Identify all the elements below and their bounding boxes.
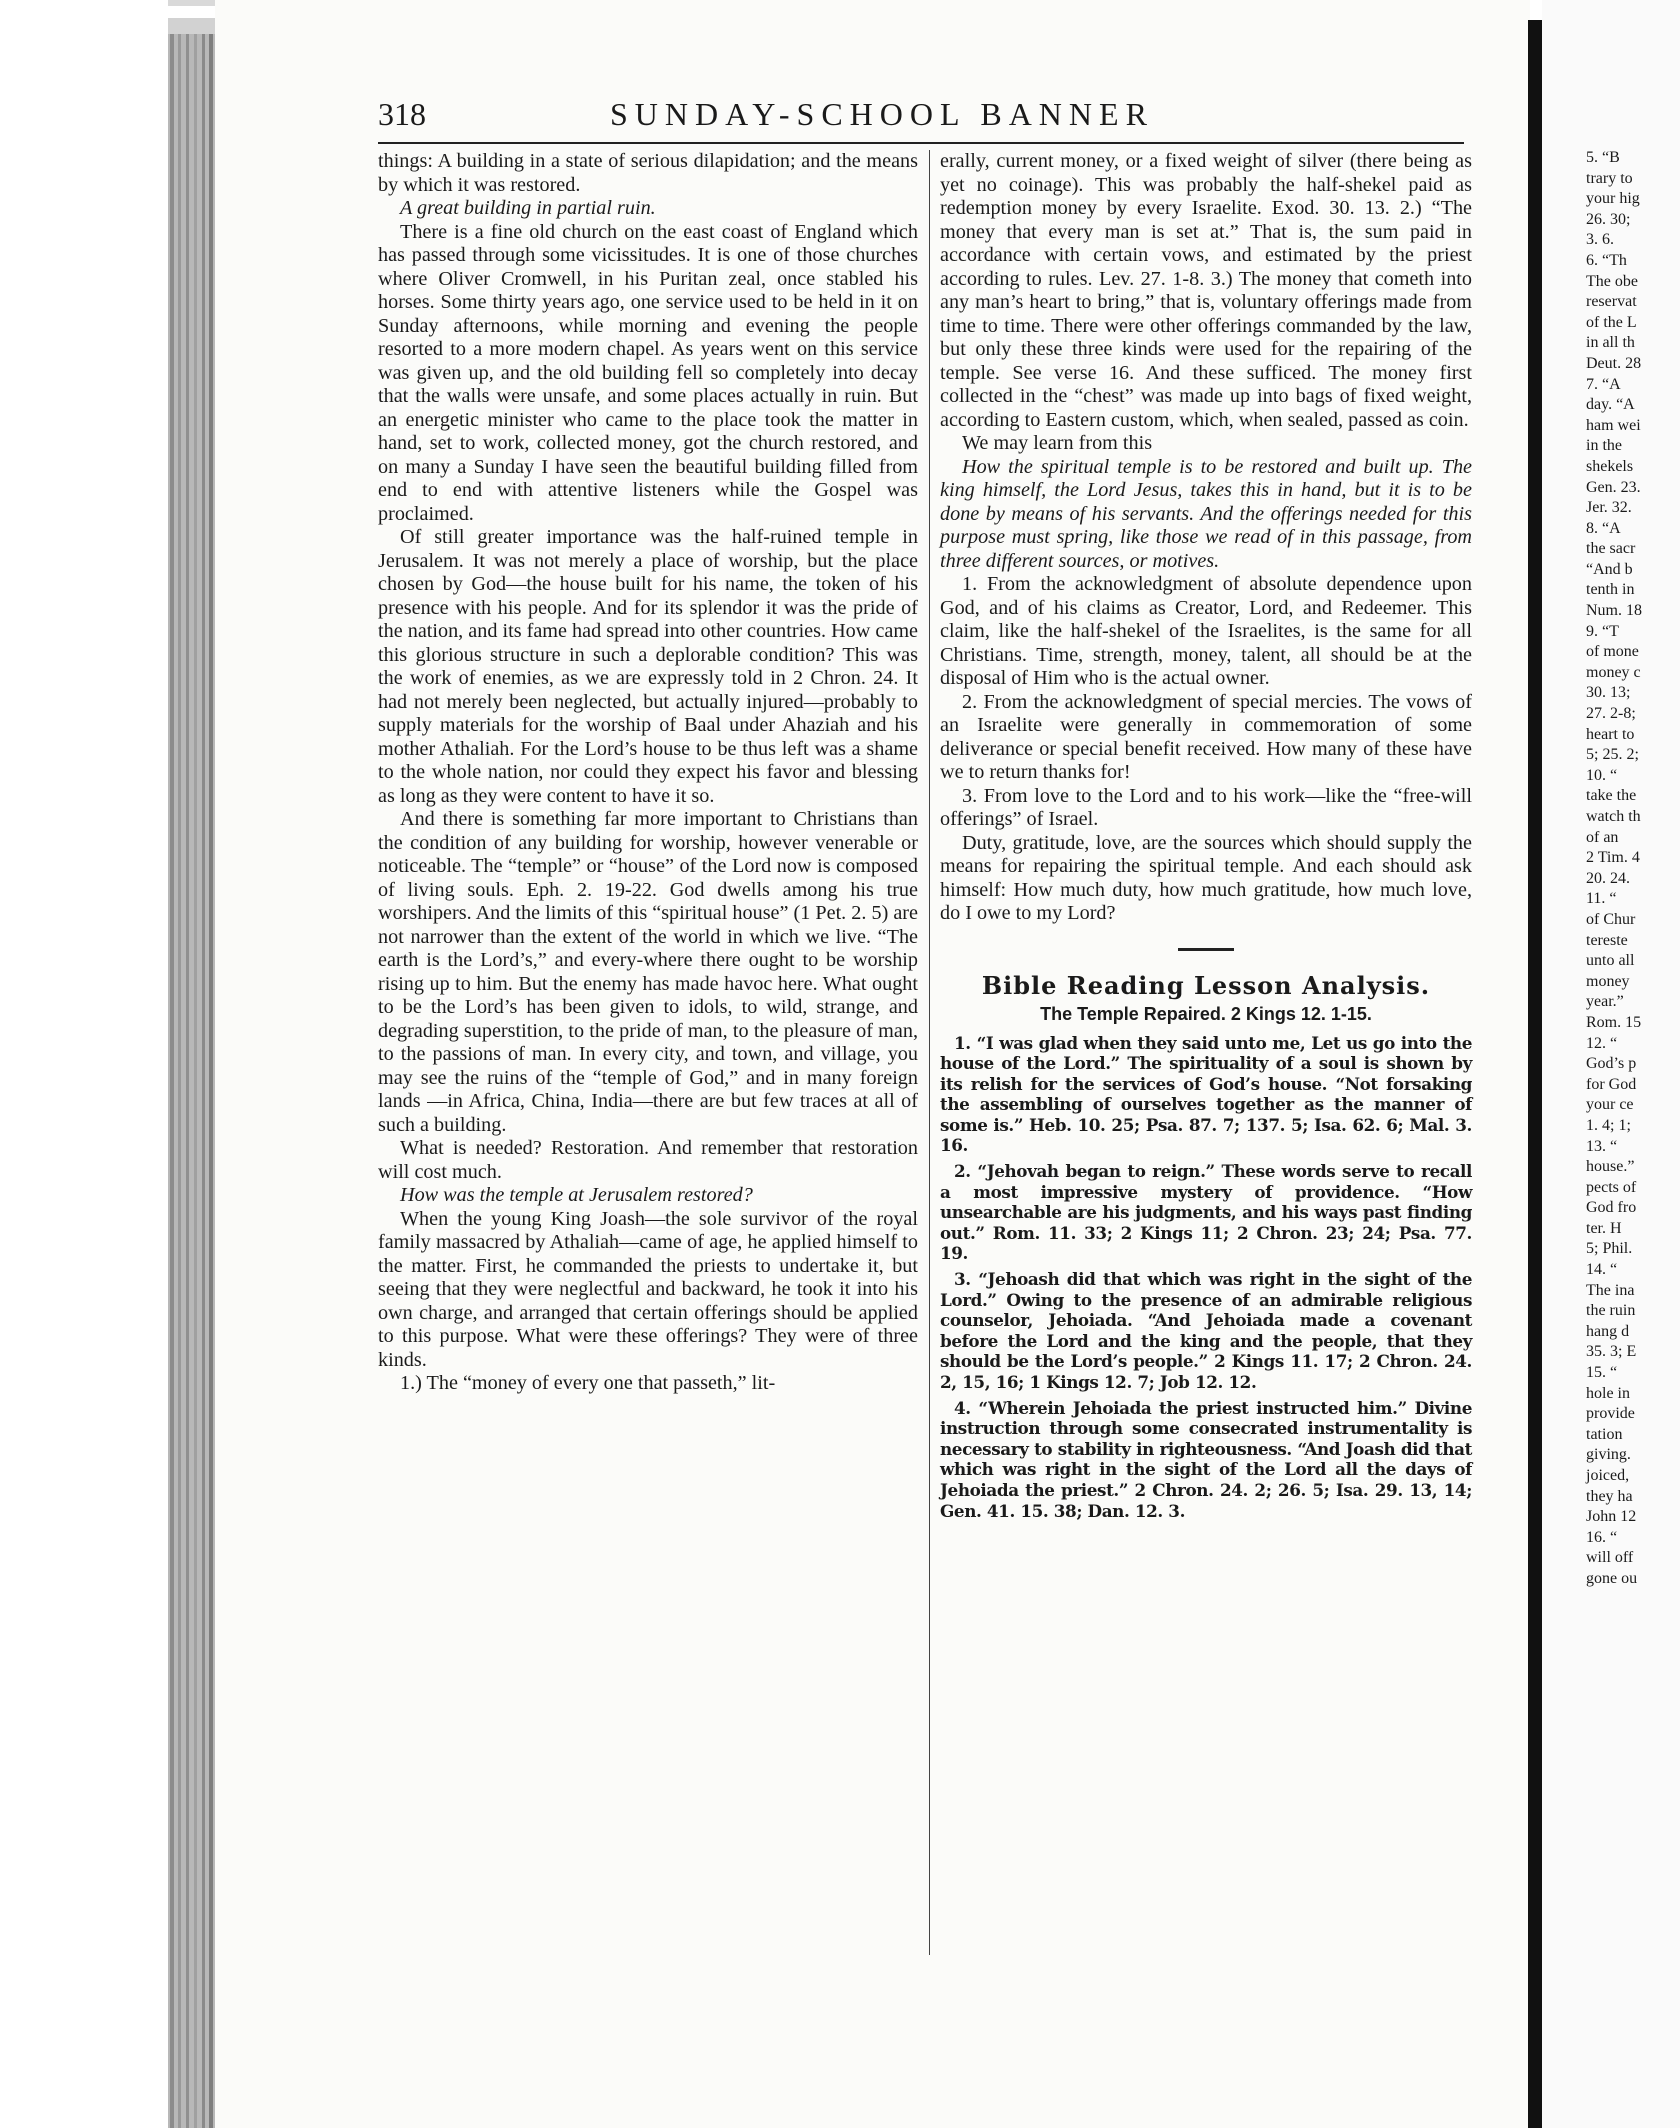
next-page-line: 2 Tim. 4 bbox=[1586, 849, 1640, 867]
next-page-line: your ce bbox=[1586, 1096, 1634, 1114]
next-page-line: reservat bbox=[1586, 293, 1637, 311]
next-page-line: watch th bbox=[1586, 808, 1641, 825]
page-header bbox=[378, 96, 1464, 136]
section-separator bbox=[1178, 948, 1234, 951]
next-page-line: 9. “T bbox=[1586, 622, 1619, 640]
next-page-line: house.” bbox=[1586, 1158, 1635, 1176]
paragraph: There is a fine old church on the east coast of England which has passed through some vicissitudes. It is one of those churches where Oliver Cromwell, in his Puritan zeal, once stabled his horses. Some thirty years ago, one service used to be held in it on Sunday afternoons, while morning and evening the people resorted to a more modern chapel. As years went on this service was given up, and the old building fell so completely into decay that the walls were unsafe, and some places actually in ruin. But an energetic minister who came to the place took the matter in hand, set to work, collected money, got the church restored, and on many a Sunday I have seen the beautiful building filled from end to end with attentive listeners while the Gospel was proclaimed. bbox=[378, 220, 918, 525]
paragraph: 1. From the acknowledgment of absolute dependence upon God, and of his claims as Creator, Lord, and Redeemer. This claim, like the half-shekel of the Israelites, is the same for all Christians. Time, strength, money, talent, all should be at the disposal of Him who is the actual owner. bbox=[940, 573, 1472, 689]
next-page-line: 7. “A bbox=[1586, 375, 1621, 393]
next-page-line: pects of bbox=[1586, 1178, 1637, 1196]
next-page-line: they ha bbox=[1586, 1487, 1633, 1505]
left-column bbox=[378, 150, 918, 1396]
next-page-line: ham wei bbox=[1586, 416, 1641, 434]
paragraph: We may learn from this bbox=[962, 432, 1153, 454]
next-page-line: in all th bbox=[1586, 334, 1635, 352]
next-page-line: 20. 24. bbox=[1586, 869, 1630, 887]
next-page-line: 11. “ bbox=[1586, 890, 1617, 908]
next-page-line: of Chur bbox=[1586, 910, 1636, 928]
next-page-fragment bbox=[1542, 0, 1680, 2128]
next-page-line: the ruin bbox=[1586, 1302, 1636, 1320]
next-page-line: The ina bbox=[1586, 1281, 1635, 1299]
next-page-line: 13. “ bbox=[1586, 1137, 1618, 1155]
next-page-line: 27. 2-8; bbox=[1586, 705, 1636, 723]
next-page-line: will off bbox=[1586, 1549, 1634, 1567]
next-page-line: trary to bbox=[1586, 169, 1633, 187]
next-page-line: 14. “ bbox=[1586, 1261, 1618, 1279]
paragraph: 1.) The “money of every one that passeth,” lit- bbox=[400, 1372, 776, 1394]
next-page-line: shekels bbox=[1586, 457, 1634, 475]
next-page-line: 30. 13; bbox=[1586, 684, 1631, 702]
next-page-line: 1. 4; 1; bbox=[1586, 1116, 1631, 1134]
next-page-line: 5; 25. 2; bbox=[1586, 746, 1639, 764]
next-page-line: hole in bbox=[1586, 1384, 1630, 1402]
next-page-line: the sacr bbox=[1586, 540, 1636, 558]
header-rule bbox=[378, 142, 1464, 144]
next-page-line: 10. “ bbox=[1586, 766, 1618, 784]
next-page-line: provide bbox=[1586, 1405, 1635, 1423]
next-page-line: 5; Phil. bbox=[1586, 1240, 1633, 1258]
paragraph: Duty, gratitude, love, are the sources which should supply the means for repairing the spiritual temple. And each should ask himself: How much duty, how much gratitude, how much love, do I owe to my Lord? bbox=[940, 831, 1472, 924]
next-page-line: money c bbox=[1586, 663, 1641, 681]
next-page-line: Gen. 23. bbox=[1586, 478, 1641, 496]
next-page-line: tereste bbox=[1586, 931, 1628, 949]
next-page-line: 3. 6. bbox=[1586, 231, 1614, 249]
next-page-line: Jer. 32. bbox=[1586, 499, 1632, 517]
column-divider bbox=[929, 150, 930, 1955]
next-page-line: your hig bbox=[1586, 190, 1640, 208]
next-page-line: 35. 3; E bbox=[1586, 1343, 1637, 1361]
next-page-line: Num. 18 bbox=[1586, 602, 1642, 620]
next-page-line: Rom. 15 bbox=[1586, 1013, 1642, 1031]
section-subtitle: The Temple Repaired. 2 Kings 12. 1-15. bbox=[1040, 1003, 1372, 1024]
next-page-line: John 12 bbox=[1586, 1508, 1637, 1526]
paragraph: When the young King Joash—the sole survivor of the royal family massacred by Athaliah—came of age, he applied himself to the matter. First, he commanded the priests to undertake it, but seeing that they were neglectful and backward, he took it into his own charge, and arranged that certain offerings should be applied to this purpose. What were these offerings? They were of three kinds. bbox=[378, 1207, 918, 1371]
next-page-line: 8. “A bbox=[1586, 519, 1621, 537]
next-page-line: 6. “Th bbox=[1586, 251, 1627, 269]
lesson-analysis bbox=[940, 1033, 1472, 1522]
next-page-line: tenth in bbox=[1586, 581, 1635, 599]
next-page-line: in the bbox=[1586, 437, 1622, 455]
next-page-line: heart to bbox=[1586, 725, 1635, 743]
paragraph: 3. From love to the Lord and to his work—like the “free-will offerings” of Israel. bbox=[940, 784, 1472, 830]
paragraph: 2. From the acknowledgment of special mercies. The vows of an Israelite were generally in commemoration of some deliverance or special benefit received. How many of these have we to return thanks for! bbox=[940, 690, 1472, 783]
paragraph: What is needed? Restoration. And remember that restoration will cost much. bbox=[378, 1137, 918, 1183]
analysis-item: 1. “I was glad when they said unto me, Let us go into the house of the Lord.” The spirituality of a soul is shown by its relish for the services of God’s house. “Not forsaking the assembling of ourselves together as the manner of some is.” Heb. 10. 25; Psa. 87. 7; 137. 5; Isa. 62. 6; Mal. 3. 16. bbox=[940, 1032, 1472, 1156]
next-page-lines bbox=[1586, 148, 1642, 1590]
next-page-line: giving. bbox=[1586, 1446, 1631, 1464]
next-page-line: hang d bbox=[1586, 1322, 1630, 1340]
next-page-line: of an bbox=[1586, 828, 1619, 846]
next-page-line: of mone bbox=[1586, 643, 1639, 661]
next-page-line: take the bbox=[1586, 787, 1637, 805]
next-page-line: joiced, bbox=[1586, 1467, 1630, 1484]
next-page-line: The obe bbox=[1586, 272, 1638, 290]
next-page-line: 12. “ bbox=[1586, 1034, 1618, 1052]
next-page-line: ter. H bbox=[1586, 1219, 1622, 1237]
next-page-line: “And b bbox=[1586, 560, 1633, 578]
analysis-item: 4. “Wherein Jehoiada the priest instructed him.” Divine instruction through some consecrated instrumentality is necessary to stability in righteousness. “And Joash did that which was right in the sight of the Lord all the days of Jehoiada the priest.” 2 Chron. 24. 2; 26. 5; Isa. 29. 13, 14; Gen. 41. 15. 38; Dan. 12. 3. bbox=[940, 1397, 1472, 1521]
next-page-line: Deut. 28 bbox=[1586, 354, 1642, 372]
paragraph: How was the temple at Jerusalem restored? bbox=[400, 1184, 753, 1206]
section-title: Bible Reading Lesson Analysis. bbox=[981, 970, 1431, 1000]
analysis-item: 3. “Jehoash did that which was right in the sight of the Lord.” Owing to the presence of an admirable religious counselor, Jehoiada. “And Jehoiada made a covenant before the Lord and the king and the people, that they should be the Lord’s people.” 2 Kings 11. 17; 2 Chron. 24. 2, 15, 16; 1 Kings 12. 7; Job 12. 12. bbox=[940, 1269, 1472, 1392]
right-column bbox=[940, 150, 1472, 1526]
next-page-line: God’s p bbox=[1586, 1055, 1637, 1073]
paragraph: Of still greater importance was the half-ruined temple in Jerusalem. It was not merely a place of worship, but the place chosen by God—the house built for his name, the token of his presence with his people. And for its splendor it was the pride of the nation, and its fame had spread into other countries. How came this glorious structure in such a deplorable condition? This was the work of enemies, as we are expressly told in 2 Chron. 24. It had not merely been neglected, but actually injured—probably to supply materials for the worship of Baal under Ahaziah and his mother Athaliah. For the Lord’s house to be thus left was a shame to the whole nation, nor could they expect his favor and blessing as long as they were content to have it so. bbox=[378, 526, 918, 807]
book-gutter bbox=[1528, 20, 1542, 2128]
next-page-line: unto all bbox=[1586, 952, 1635, 970]
next-page-line: for God bbox=[1586, 1075, 1637, 1093]
paragraph: How the spiritual temple is to be restored and built up. The king himself, the Lord Jesus, takes this in hand, but it is to be done by means of his servants. And the offerings needed for this purpose must spring, like those we read of in this passage, from three different sources, or motives. bbox=[940, 455, 1472, 572]
next-page-line: of the L bbox=[1586, 313, 1637, 331]
paragraph: And there is something far more important to Christians than the condition of any building for worship, however venerable or noticeable. The “temple” or “house” of the Lord now is composed of living souls. Eph. 2. 19-22. God dwells among his true worshipers. And the limits of this “spiritual house” (1 Pet. 2. 5) are not narrower than the extent of the world in which we live. “The earth is the Lord’s,” and every-where there ought to be worship rising up to him. But the enemy has made havoc here. What ought to be the Lord’s has been given to idols, to wild, strange, and degrading superstition, to the pride of man, to the pleasure of man, to the passions of man. In every city, and town, and village, you may see the ruins of the “temple of God,” and in many foreign lands —in Africa, China, India—there are but few traces at all of such a building. bbox=[378, 808, 918, 1136]
next-page-line: tation bbox=[1586, 1425, 1623, 1443]
next-page-line: year.” bbox=[1586, 993, 1624, 1011]
running-title: SUNDAY-SCHOOL BANNER bbox=[610, 96, 1154, 132]
next-page-line: gone ou bbox=[1586, 1569, 1638, 1587]
next-page-line: money bbox=[1586, 972, 1630, 990]
next-page-line: 16. “ bbox=[1586, 1528, 1618, 1546]
paragraph: A great building in partial ruin. bbox=[400, 197, 656, 219]
paragraph: erally, current money, or a fixed weight of silver (there being as yet no coinage). This was probably the half-shekel paid as redemption money by every Israelite. Exod. 30. 13. 2.) “The money that every man is set at.” That is, the sum paid in accordance with certain vows, and estimated by the priest according to rules. Lev. 27. 1-8. 3.) The money that cometh into any man’s heart to bring,” that is, voluntary offerings made from time to time. There were other offerings commanded by the law, but only these three kinds were used for the repairing of the temple. See verse 16. And these sufficed. The money first collected in the “chest” was made up into bags of fixed weight, according to Eastern custom, which, when sealed, passed as coin. bbox=[940, 150, 1472, 431]
next-page-line: God fro bbox=[1586, 1199, 1637, 1217]
next-page-line: day. “A bbox=[1586, 396, 1635, 414]
page-number: 318 bbox=[378, 96, 426, 132]
paragraph: things: A building in a state of serious dilapidation; and the means by which it was restored. bbox=[378, 150, 918, 196]
analysis-item: 2. “Jehovah began to reign.” These words serve to recall a most impressive mystery of providence. “How unsearchable are his judgments, and his ways past finding out.” Rom. 11. 33; 2 Kings 11; 2 Chron. 23; 24; Psa. 77. 19. bbox=[940, 1161, 1472, 1264]
next-page-line: 26. 30; bbox=[1586, 210, 1631, 228]
next-page-line: 5. “B bbox=[1586, 149, 1620, 166]
next-page-line: 15. “ bbox=[1586, 1364, 1618, 1382]
